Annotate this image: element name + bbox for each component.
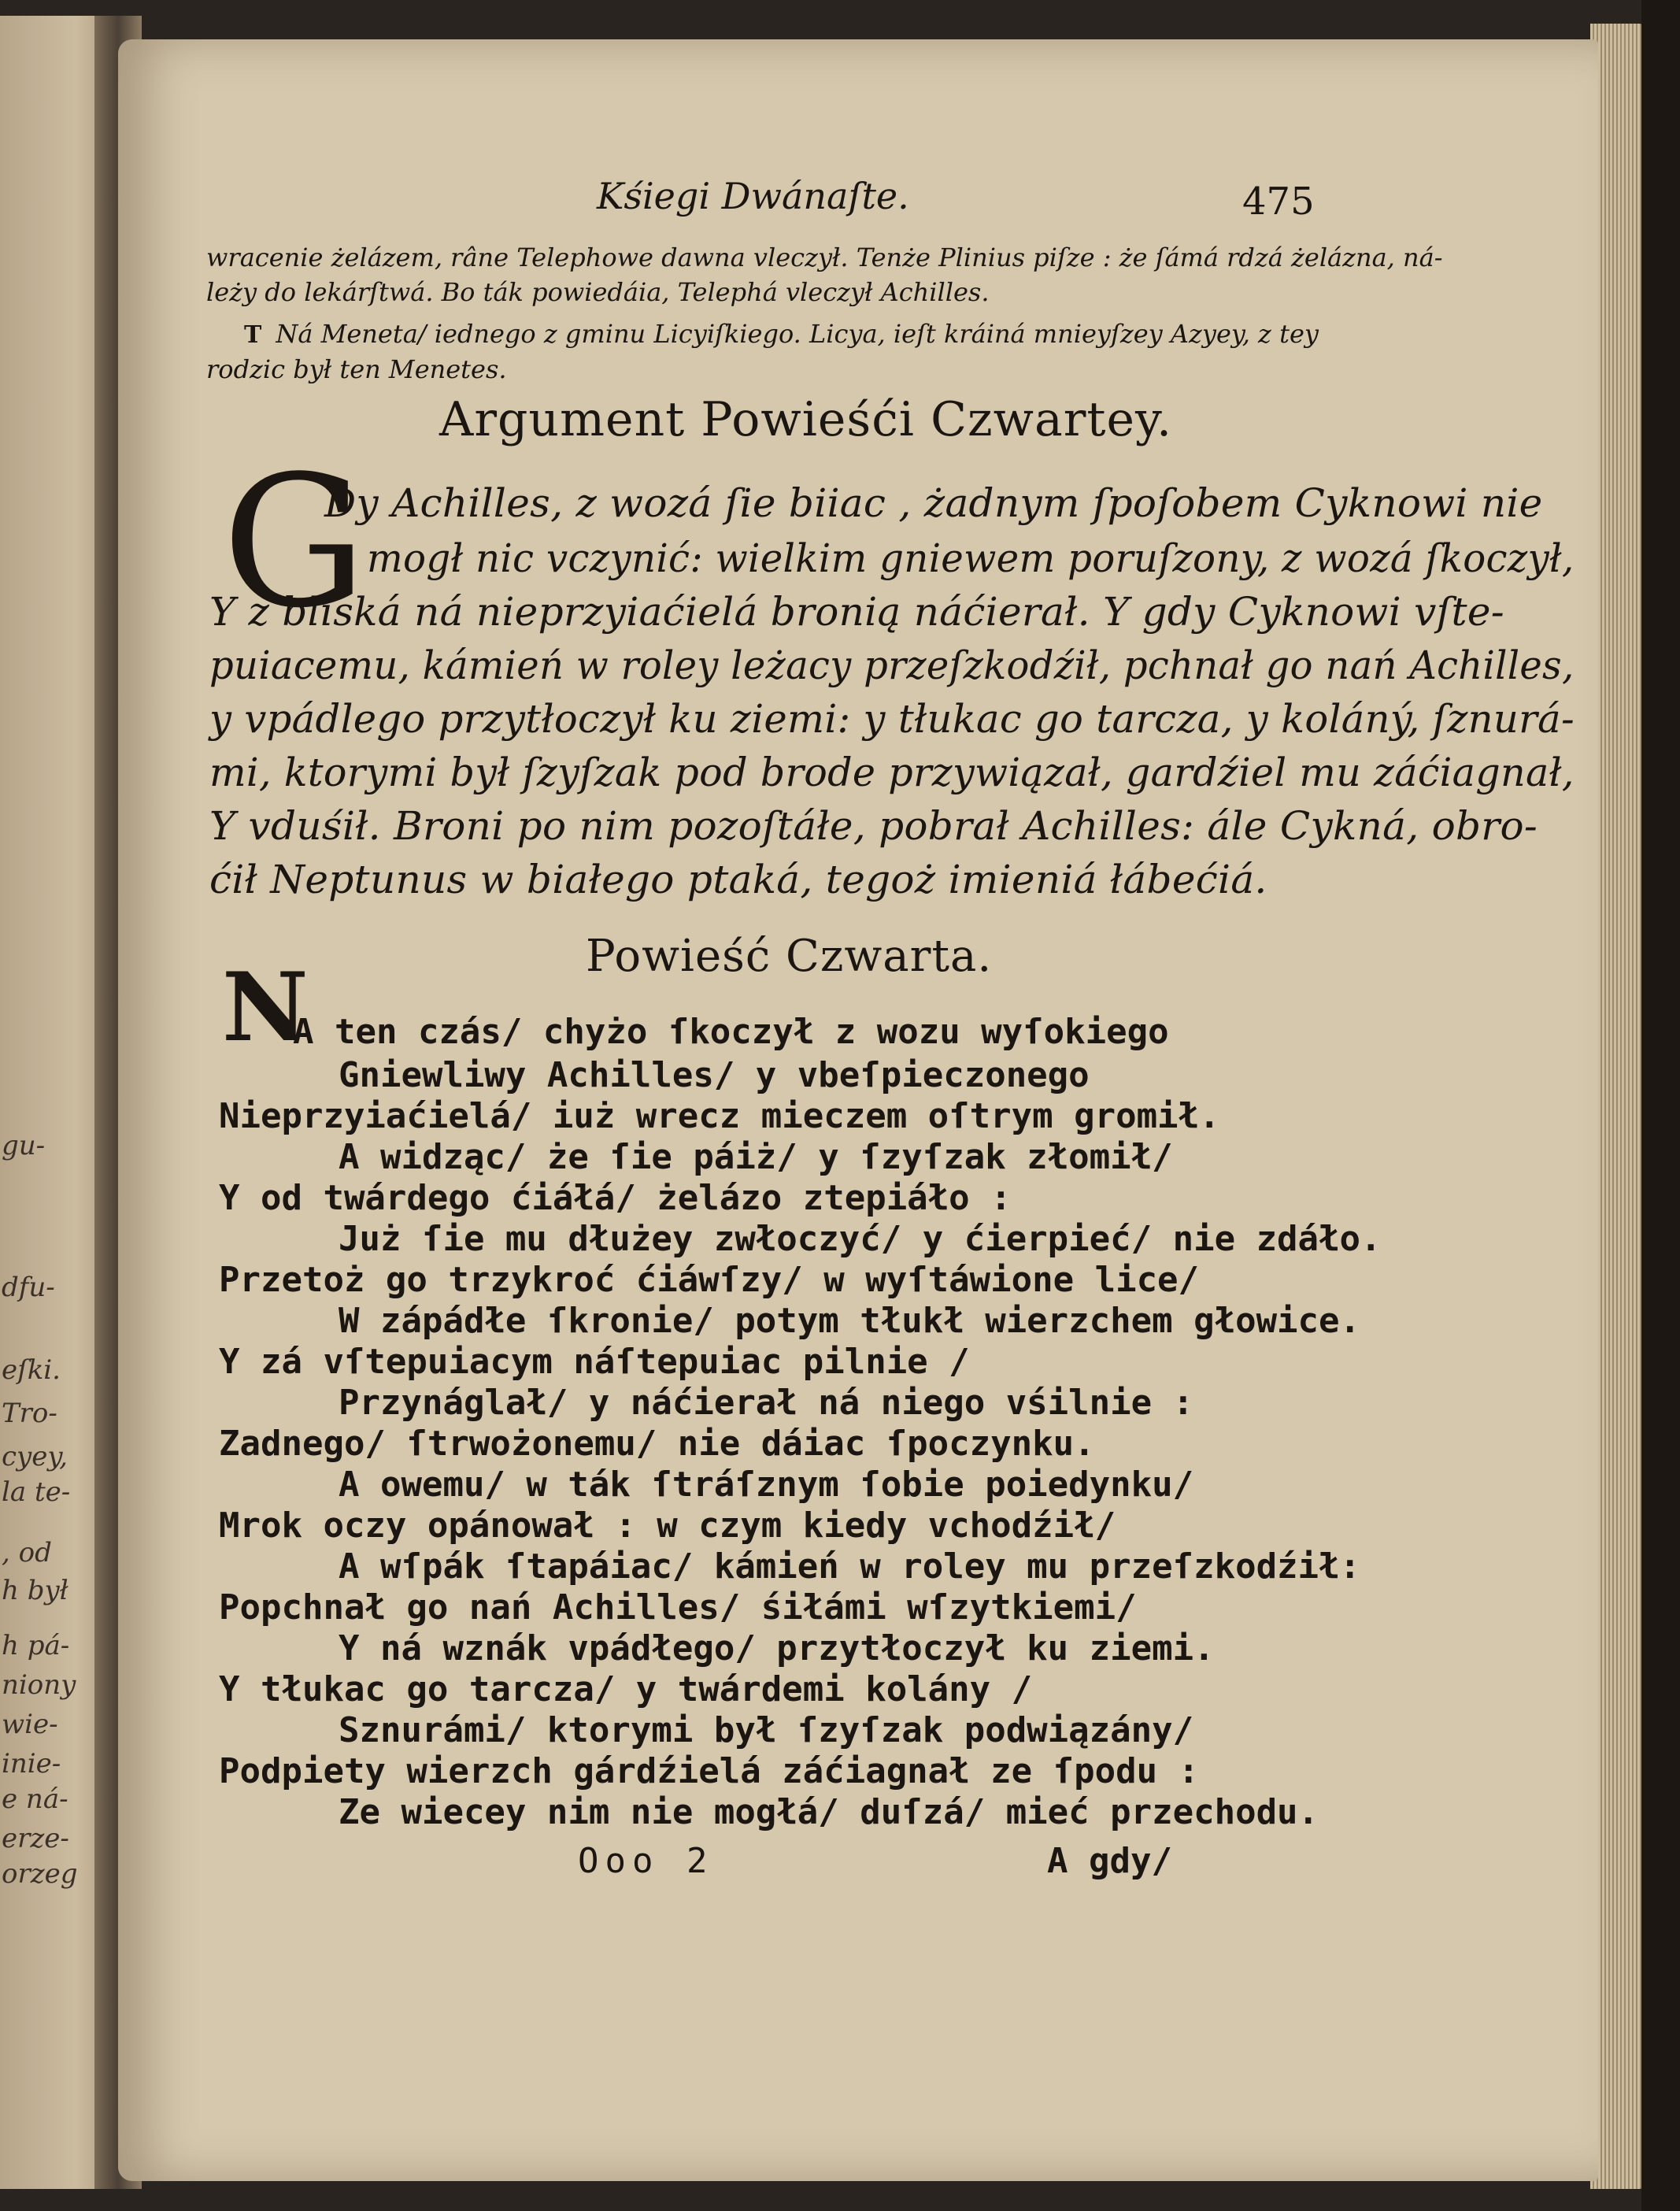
margin-fragment: h pá- — [2, 1630, 70, 1661]
margin-fragment: wie- — [2, 1709, 58, 1740]
verse-line: Sznurámi/ ktorymi był ſzyſzak podwiązány/ — [339, 1710, 1194, 1750]
running-head: Kśiegi Dwánaſte. — [597, 175, 909, 217]
note-line: leży do lekárſtwá. Bo ták powiedáia, Telephá vleczył Achilles. — [206, 277, 990, 307]
verse-line: W zápádłe ſkronie/ potym tłukł wierzchem głowice. — [339, 1301, 1361, 1341]
argument-line: Y vduśił. Broni po nim pozoſtáłe, pobrał Achilles: ále Cykná, obro- — [209, 803, 1538, 849]
margin-fragment: inie- — [2, 1748, 61, 1780]
verse-line: Y tłukac go tarcza/ y twárdemi kolány / — [219, 1669, 1033, 1709]
verse-line: Y zá vſtepuiacym náſtepuiac pilnie / — [219, 1342, 970, 1382]
note-line: wracenie żelázem, râne Telephowe dawna vleczył. Tenże Plinius piſze : że ſámá rdzá żelázna, ná- — [206, 243, 1443, 272]
verse-line: A ten czás/ chyżo ſkoczył z wozu wyſokiego — [293, 1012, 1169, 1052]
margin-fragment: e ná- — [2, 1783, 68, 1815]
verse-line: Ze wiecey nim nie mogłá/ duſzá/ mieć przechodu. — [339, 1792, 1319, 1832]
verse-line: Przetoż go trzykroć ćiáwſzy/ w wyſtáwione lice/ — [219, 1260, 1200, 1300]
drop-cap-g: G — [222, 438, 367, 648]
margin-fragment: cyey, — [2, 1441, 68, 1472]
verse-line: Przynáglał/ y náćierał ná niego vśilnie : — [339, 1383, 1194, 1423]
signature-mark: Ooo 2 — [578, 1841, 714, 1881]
verse-line: Y od twárdego ćiáłá/ żelázo ztepiáło : — [219, 1178, 1012, 1218]
poem-title: Powieść Czwarta. — [586, 931, 993, 982]
margin-fragment: niony — [2, 1669, 76, 1701]
margin-fragment: Tro- — [2, 1398, 57, 1429]
argument-line: Y z bliská ná nieprzyiaćielá bronią náćierał. Y gdy Cyknowi vſte- — [209, 589, 1504, 635]
verse-line: A wſpák ſtapáiac/ kámień w roley mu przeſzkodźił: — [339, 1546, 1361, 1587]
verse-line: Już ſie mu dłużey zwłoczyć/ y ćierpieć/ nie zdáło. — [339, 1219, 1382, 1259]
margin-fragment: gu- — [2, 1130, 46, 1161]
argument-title: Argument Powieśći Czwartey. — [439, 392, 1173, 447]
drop-cap-n: N — [222, 952, 309, 1063]
note-text: Ná Meneta/ iednego z gminu Licyiſkiego. Licya, ieſt kráiná mnieyſzey Azyey, z tey — [276, 319, 1319, 349]
note-symbol: T — [244, 321, 262, 349]
argument-line: puiacemu, kámień w roley leżacy przeſzkodźił, pchnał go nań Achilles, — [209, 643, 1575, 688]
verse-line: A owemu/ w ták ſtráſznym ſobie poiedynku/ — [339, 1465, 1194, 1505]
verse-line: Popchnał go nań Achilles/ śiłámi wſzytkiemi/ — [219, 1587, 1137, 1628]
note-line — [244, 319, 1319, 349]
verse-line: Mrok oczy opánował : w czym kiedy vchodźił/ — [219, 1505, 1116, 1546]
verse-line: Gniewliwy Achilles/ y vbeſpieczonego — [339, 1055, 1090, 1095]
margin-fragment: erze- — [2, 1823, 69, 1854]
verse-line: Y ná wznák vpádłego/ przytłoczył ku ziemi. — [339, 1628, 1215, 1668]
page-number: 475 — [1242, 180, 1315, 224]
margin-fragment: la te- — [2, 1476, 71, 1508]
margin-fragment: orzeg — [2, 1858, 78, 1890]
verse-line: Podpiety wierzch gárdźielá záćiagnał ze ſpodu : — [219, 1751, 1200, 1791]
background-shadow — [1641, 0, 1680, 2211]
margin-fragment: dfu- — [2, 1272, 55, 1303]
note-line: rodzic był ten Menetes. — [206, 354, 507, 384]
margin-fragment: eſki. — [2, 1354, 61, 1386]
verse-line: Nieprzyiaćielá/ iuż wrecz mieczem oſtrym gromił. — [219, 1096, 1220, 1136]
margin-fragment: , od — [2, 1537, 52, 1568]
argument-line: ćił Neptunus w białego ptaká, tegoż imieniá łábećiá. — [209, 857, 1267, 902]
catchword: A gdy/ — [1047, 1841, 1172, 1881]
verse-line: Zadnego/ ſtrwożonemu/ nie dáiac ſpoczynku. — [219, 1424, 1095, 1464]
page-edges — [1590, 24, 1645, 2189]
argument-line: mi, ktorymi był ſzyſzak pod brode przywiązał, gardźiel mu záćiagnał, — [209, 750, 1575, 795]
margin-fragment: h był — [2, 1575, 68, 1606]
argument-line: mogł nic vczynić: wielkim gniewem poruſzony, z wozá ſkoczył, — [367, 535, 1575, 581]
verse-line: A widząc/ że ſie páiż/ y ſzyſzak złomił/ — [339, 1137, 1173, 1177]
argument-line: Dy Achilles, z wozá ſie biiac , żadnym ſpoſobem Cyknowi nie — [324, 480, 1543, 526]
argument-line: y vpádlego przytłoczył ku ziemi: y tłukac go tarcza, y koláný, ſznurá- — [209, 696, 1575, 742]
